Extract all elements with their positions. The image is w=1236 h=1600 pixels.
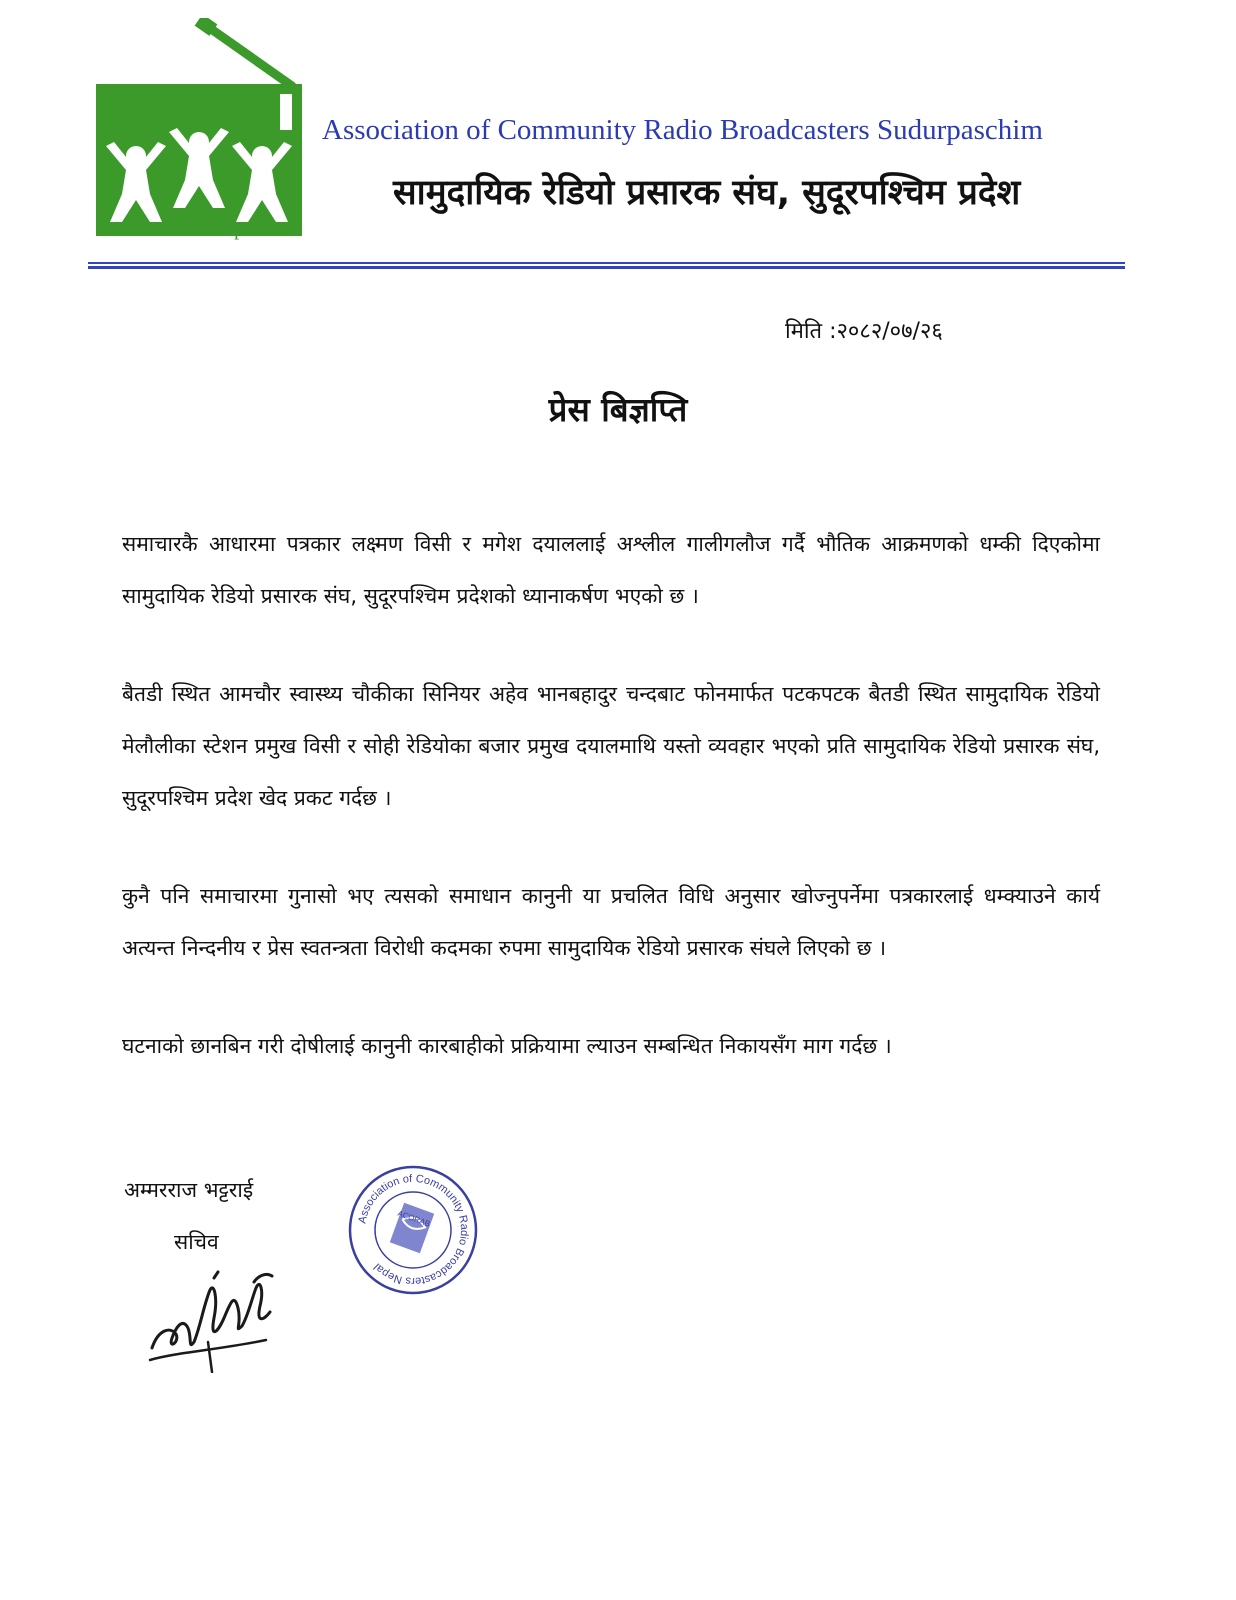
acorab-logo xyxy=(92,18,322,248)
seal-center-text: ACORAB xyxy=(396,1208,432,1229)
body-paragraph: कुनै पनि समाचारमा गुनासो भए त्यसको समाधान कानुनी या प्रचलित विधि अनुसार खोज्नुपर्नेमा पत्रकारलाई धम्क्याउने कार्य अत्यन्त निन्दनीय र प्रेस स्वतन्त्रता विरोधी कदमका रुपमा सामुदायिक रेडियो प्रसारक संघले लिएको छ । xyxy=(122,884,1100,960)
organization-seal xyxy=(346,1163,480,1297)
org-name-english: Association of Community Radio Broadcasters Sudurpaschim xyxy=(322,114,1043,146)
body-paragraph: घटनाको छानबिन गरी दोषीलाई कानुनी कारबाहीको प्रक्रियामा ल्याउन सम्बन्धित निकायसँग माग गर्दछ । xyxy=(122,1034,892,1058)
document-title: प्रेस बिज्ञप्ति xyxy=(548,390,688,429)
letterhead-divider xyxy=(88,262,1125,269)
letterhead xyxy=(0,0,1236,280)
date-line: मिति :२०८२/०७/२६ xyxy=(785,319,943,344)
org-name-nepali: सामुदायिक रेडियो प्रसारक संघ, सुदूरपश्चिम प्रदेश xyxy=(393,173,1021,213)
logo-caption: ACORAB Sudurpaschim xyxy=(98,218,301,240)
seal-stamp-icon xyxy=(346,1163,480,1297)
signatory-name: अम्मरराज भट्टराई xyxy=(124,1178,254,1202)
body-paragraph: समाचारकै आधारमा पत्रकार लक्ष्मण विसी र मगेश दयाललाई अश्लील गालीगलौज गर्दै भौतिक आक्रमणको धम्की दिएकोमा सामुदायिक रेडियो प्रसारक संघ, सुदूरपश्चिम प्रदेशको ध्यानाकर्षण भएको छ । xyxy=(122,532,1100,608)
body-paragraph: बैतडी स्थित आमचौर स्वास्थ्य चौकीका सिनियर अहेव भानबहादुर चन्दबाट फोनमार्फत पटकपटक बैतडी स्थित सामुदायिक रेडियो मेलौलीका स्टेशन प्रमुख विसी र सोही रेडियोका बजार प्रमुख दयालमाथि यस्तो व्यवहार भएको प्रति सामुदायिक रेडियो प्रसारक संघ, सुदूरपश्चिम प्रदेश खेद प्रकट गर्दछ । xyxy=(122,682,1100,810)
document-body xyxy=(122,518,1100,1118)
signatory-designation: सचिव xyxy=(174,1230,219,1254)
handwritten-signature xyxy=(148,1268,278,1373)
signature-icon xyxy=(148,1268,278,1373)
radio-people-logo-icon xyxy=(92,18,322,248)
seal-ring-text: Association of Community Radio Broadcasters Nepal xyxy=(356,1172,471,1288)
